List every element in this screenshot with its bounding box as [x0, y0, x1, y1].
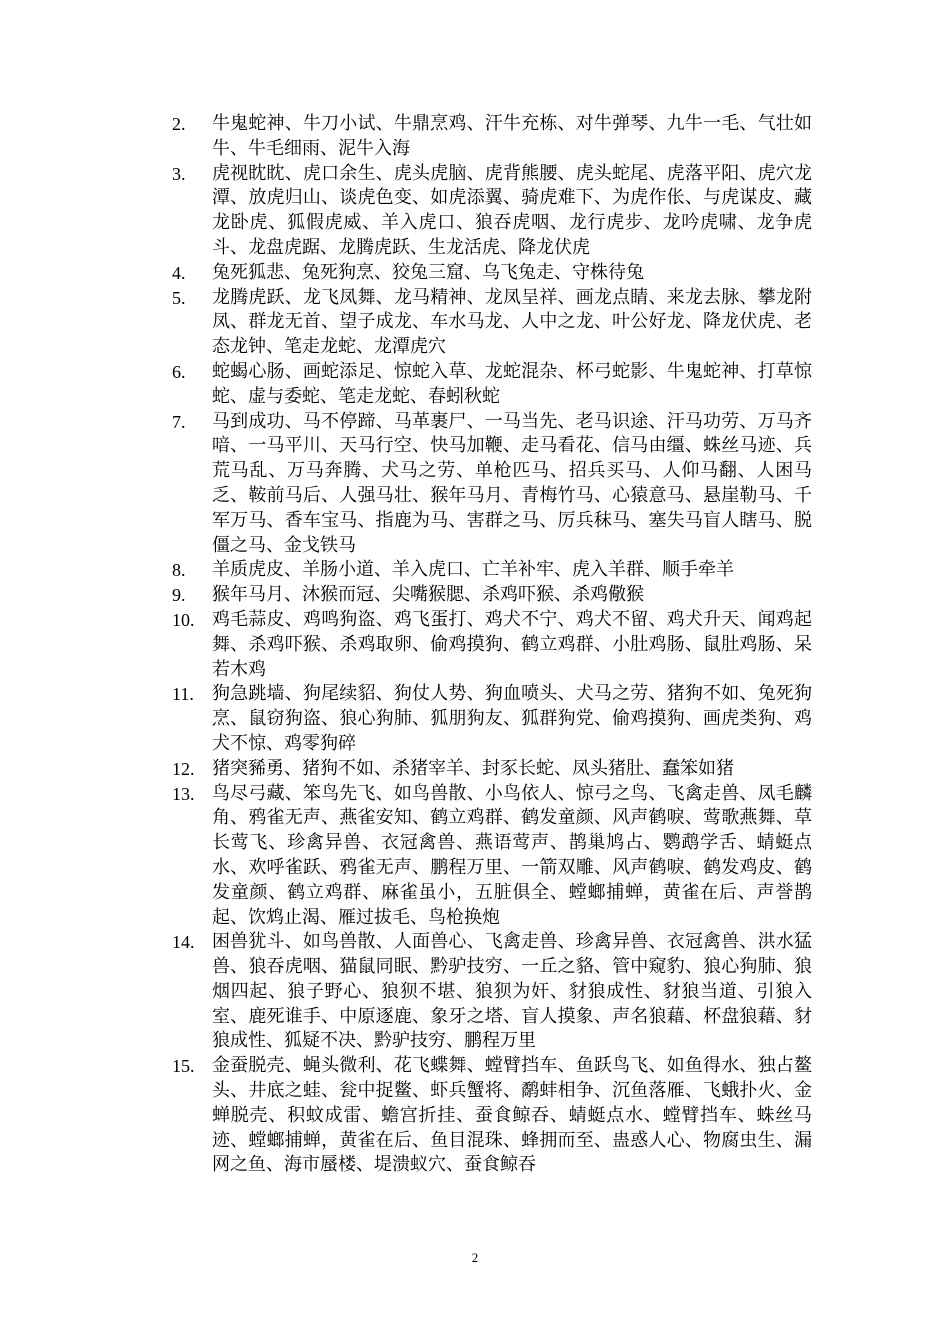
- list-item: [172, 1054, 812, 1178]
- item-number: 15.: [172, 1056, 195, 1077]
- item-text: 金蚕脱壳、蝇头微利、花飞蝶舞、螳臂挡车、鱼跃鸟飞、如鱼得水、独占鳌头、井底之蛙、瓮中捉鳖、虾兵蟹将、鹬蚌相争、沉鱼落雁、飞蛾扑火、金蝉脱壳、积蚊成雷、蟾宫折挂、蚕食鲸吞、蜻蜓点水、螳臂挡车、蛛丝马迹、螳螂捕蝉，黄雀在后、鱼目混珠、蜂拥而至、蛊惑人心、物腐虫生、漏网之鱼、海市蜃楼、堤溃蚁穴、蚕食鲸吞: [212, 1055, 812, 1176]
- item-number: 14.: [172, 932, 195, 953]
- item-text: 兔死狐悲、兔死狗烹、狡兔三窟、乌飞兔走、守株待兔: [212, 261, 644, 283]
- list-item: [172, 757, 812, 782]
- item-number: 2.: [172, 114, 186, 134]
- list-item: [172, 360, 812, 410]
- item-text: 鸡毛蒜皮、鸡鸣狗盗、鸡飞蛋打、鸡犬不宁、鸡犬不留、鸡犬升天、闻鸡起舞、杀鸡吓猴、杀鸡取卵、偷鸡摸狗、鹤立鸡群、小肚鸡肠、鼠肚鸡肠、呆若木鸡: [212, 608, 812, 680]
- item-number: 8.: [172, 560, 186, 581]
- list-item: [172, 608, 812, 682]
- list-item: [172, 261, 812, 286]
- item-number: 4.: [172, 262, 186, 283]
- item-number: 11.: [172, 684, 194, 705]
- item-text: 猴年马月、沐猴而冠、尖嘴猴腮、杀鸡吓猴、杀鸡儆猴: [212, 584, 644, 606]
- item-text: 狗急跳墙、狗尾续貂、狗仗人势、狗血喷头、犬马之劳、猪狗不如、兔死狗烹、鼠窃狗盗、狼心狗肺、狐朋狗友、狐群狗党、偷鸡摸狗、画虎类狗、鸡犬不惊、鸡零狗碎: [212, 683, 812, 754]
- list-item: [172, 112, 812, 162]
- list-item: [172, 286, 812, 360]
- item-text: 鸟尽弓藏、笨鸟先飞、如鸟兽散、小鸟依人、惊弓之鸟、飞禽走兽、凤毛麟角、鸦雀无声、燕雀安知、鹤立鸡群、鹤发童颜、风声鹤唳、莺歌燕舞、草长莺飞、珍禽异兽、衣冠禽兽、燕语莺声、鹊巢鸠占、鹦鹉学舌、蜻蜓点水、欢呼雀跃、鸦雀无声、鹏程万里、一箭双雕、风声鹤唳、鹤发鸡皮、鹤发童颜、鹤立鸡群、麻雀虽小，五脏俱全、螳螂捕蝉，黄雀在后、声誉鹊起、饮鸩止渴、雁过拔毛、鸟枪换炮: [212, 782, 812, 928]
- item-number: 10.: [172, 609, 195, 630]
- list-item: [172, 583, 812, 608]
- item-number: 7.: [172, 411, 186, 432]
- item-number: 13.: [172, 783, 195, 804]
- item-number: 12.: [172, 758, 195, 779]
- item-number: 3.: [172, 163, 186, 184]
- item-text: 虎视眈眈、虎口余生、虎头虎脑、虎背熊腰、虎头蛇尾、虎落平阳、虎穴龙潭、放虎归山、谈虎色变、如虎添翼、骑虎难下、为虎作伥、与虎谋皮、藏龙卧虎、狐假虎威、羊入虎口、狼吞虎咽、龙行虎步、龙吟虎啸、龙争虎斗、龙盘虎踞、龙腾虎跃、生龙活虎、降龙伏虎: [212, 162, 812, 258]
- list-item: [172, 558, 812, 583]
- list-item: [172, 162, 812, 261]
- item-text: 龙腾虎跃、龙飞凤舞、龙马精神、龙凤呈祥、画龙点睛、来龙去脉、攀龙附凤、群龙无首、望子成龙、车水马龙、人中之龙、叶公好龙、降龙伏虎、老态龙钟、笔走龙蛇、龙潭虎穴: [212, 286, 812, 358]
- item-number: 6.: [172, 361, 186, 382]
- item-text: 马到成功、马不停蹄、马革裹尸、一马当先、老马识途、汗马功劳、万马齐喑、一马平川、天马行空、快马加鞭、走马看花、信马由缰、蛛丝马迹、兵荒马乱、万马奔腾、犬马之劳、单枪匹马、招兵买马、人仰马翻、人困马乏、鞍前马后、人强马壮、猴年马月、青梅竹马、心猿意马、悬崖勒马、千军万马、香车宝马、指鹿为马、害群之马、厉兵秣马、塞失马盲人瞎马、脱僵之马、金戈铁马: [212, 410, 812, 556]
- list-item: [172, 682, 812, 756]
- item-text: 困兽犹斗、如鸟兽散、人面兽心、飞禽走兽、珍禽异兽、衣冠禽兽、洪水猛兽、狼吞虎咽、猫鼠同眠、黔驴技穷、一丘之貉、管中窥豹、狼心狗肺、狼烟四起、狼子野心、狼狈不堪、狼狈为奸、豺狼成性、豺狼当道、引狼入室、鹿死谁手、中原逐鹿、象牙之塔、盲人摸象、声名狼藉、杯盘狼藉、豺狼成性、狐疑不决、黔驴技穷、鹏程万里: [212, 931, 812, 1052]
- item-text: 蛇蝎心肠、画蛇添足、惊蛇入草、龙蛇混杂、杯弓蛇影、牛鬼蛇神、打草惊蛇、虚与委蛇、笔走龙蛇、春蚓秋蛇: [212, 360, 812, 407]
- item-number: 5.: [172, 287, 186, 308]
- idiom-list: [172, 112, 812, 1178]
- list-item: [172, 410, 812, 559]
- item-text: 猪突豨勇、猪狗不如、杀猪宰羊、封豕长蛇、凤头猪肚、蠢笨如猪: [212, 757, 734, 779]
- list-item: [172, 782, 812, 931]
- item-number: 9.: [172, 585, 186, 606]
- item-text: 牛鬼蛇神、牛刀小试、牛鼎烹鸡、汗牛充栋、对牛弹琴、九牛一毛、气壮如牛、牛毛细雨、泥牛入海: [212, 113, 812, 159]
- item-text: 羊质虎皮、羊肠小道、羊入虎口、亡羊补牢、虎入羊群、顺手牵羊: [212, 559, 734, 581]
- list-item: [172, 930, 812, 1054]
- page-number: 2: [471, 1250, 479, 1265]
